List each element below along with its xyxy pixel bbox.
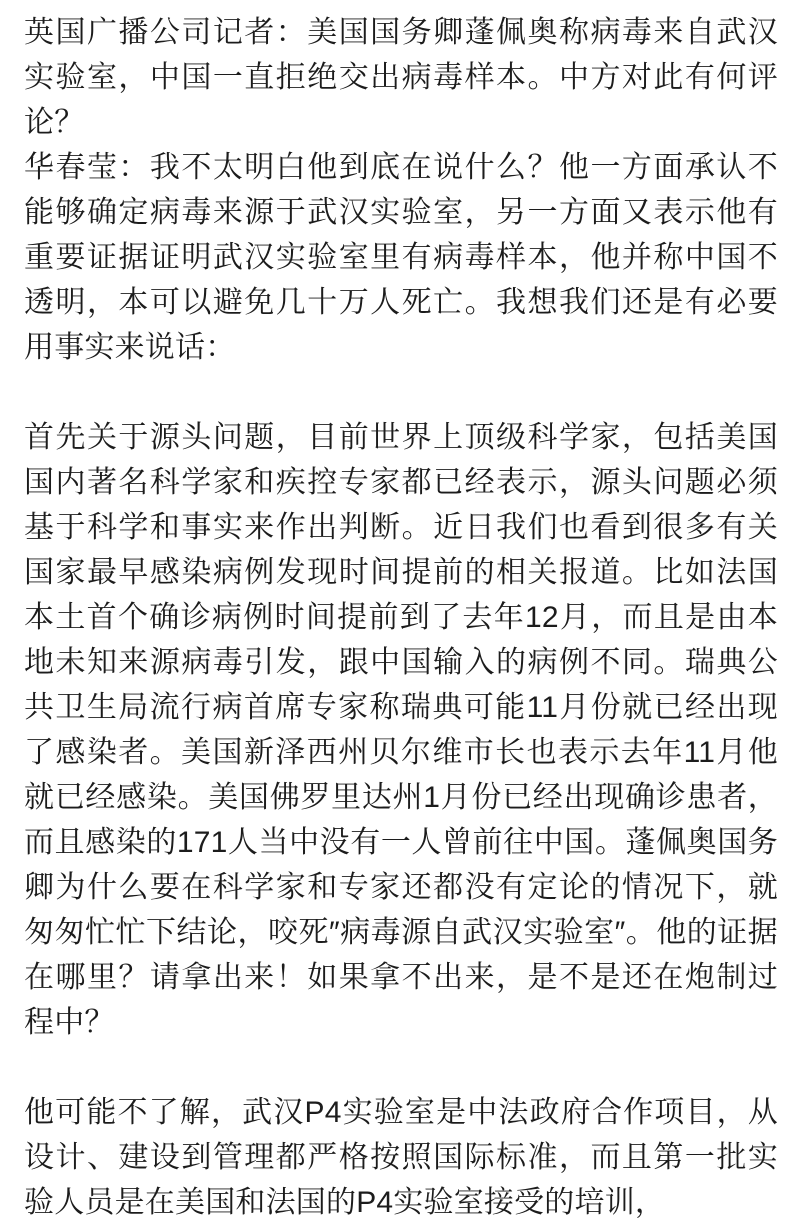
paragraph-answer-origin: 首先关于源头问题，目前世界上顶级科学家，包括美国国内著名科学家和疾控专家都已经表示，源头问题必须基于科学和事实来作出判断。近日我们也看到很多有关国家最早感染病例发现时间提前的相关报道。比如法国本土首个确诊病例时间提前到了去年12月，而且是由本地未知来源病毒引发，跟中国输入的病例不同。瑞典公共卫生局流行病首席专家称瑞典可能11月份就已经出现了感染者。美国新泽西州贝尔维市长也表示去年11月他就已经感染。美国佛罗里达州1月份已经出现确诊患者，而且感染的171人当中没有一人曾前往中国。蓬佩奥国务卿为什么要在科学家和专家还都没有定论的情况下，就匆匆忙忙下结论，咬死″病毒源自武汉实验室″。他的证据在哪里？请拿出来！如果拿不出来，是不是还在炮制过程中？	[24, 421, 778, 1039]
paragraph-question-bbc: 英国广播公司记者：美国国务卿蓬佩奥称病毒来自武汉实验室，中国一直拒绝交出病毒样本。中方对此有何评论？	[24, 16, 778, 139]
paragraph-answer-p4-lab: 他可能不了解，武汉P4实验室是中法政府合作项目，从设计、建设到管理都严格按照国际标准，而且第一批实验人员是在美国和法国的P4实验室接受的培训，	[24, 1096, 778, 1219]
paragraph-spacer	[24, 370, 778, 415]
paragraph-answer-intro: 华春莹：我不太明白他到底在说什么？他一方面承认不能够确定病毒来源于武汉实验室，另一方面又表示他有重要证据证明武汉实验室里有病毒样本，他并称中国不透明，本可以避免几十万人死亡。我想我们还是有必要用事实来说话：	[24, 151, 778, 364]
paragraph-spacer	[24, 1045, 778, 1090]
